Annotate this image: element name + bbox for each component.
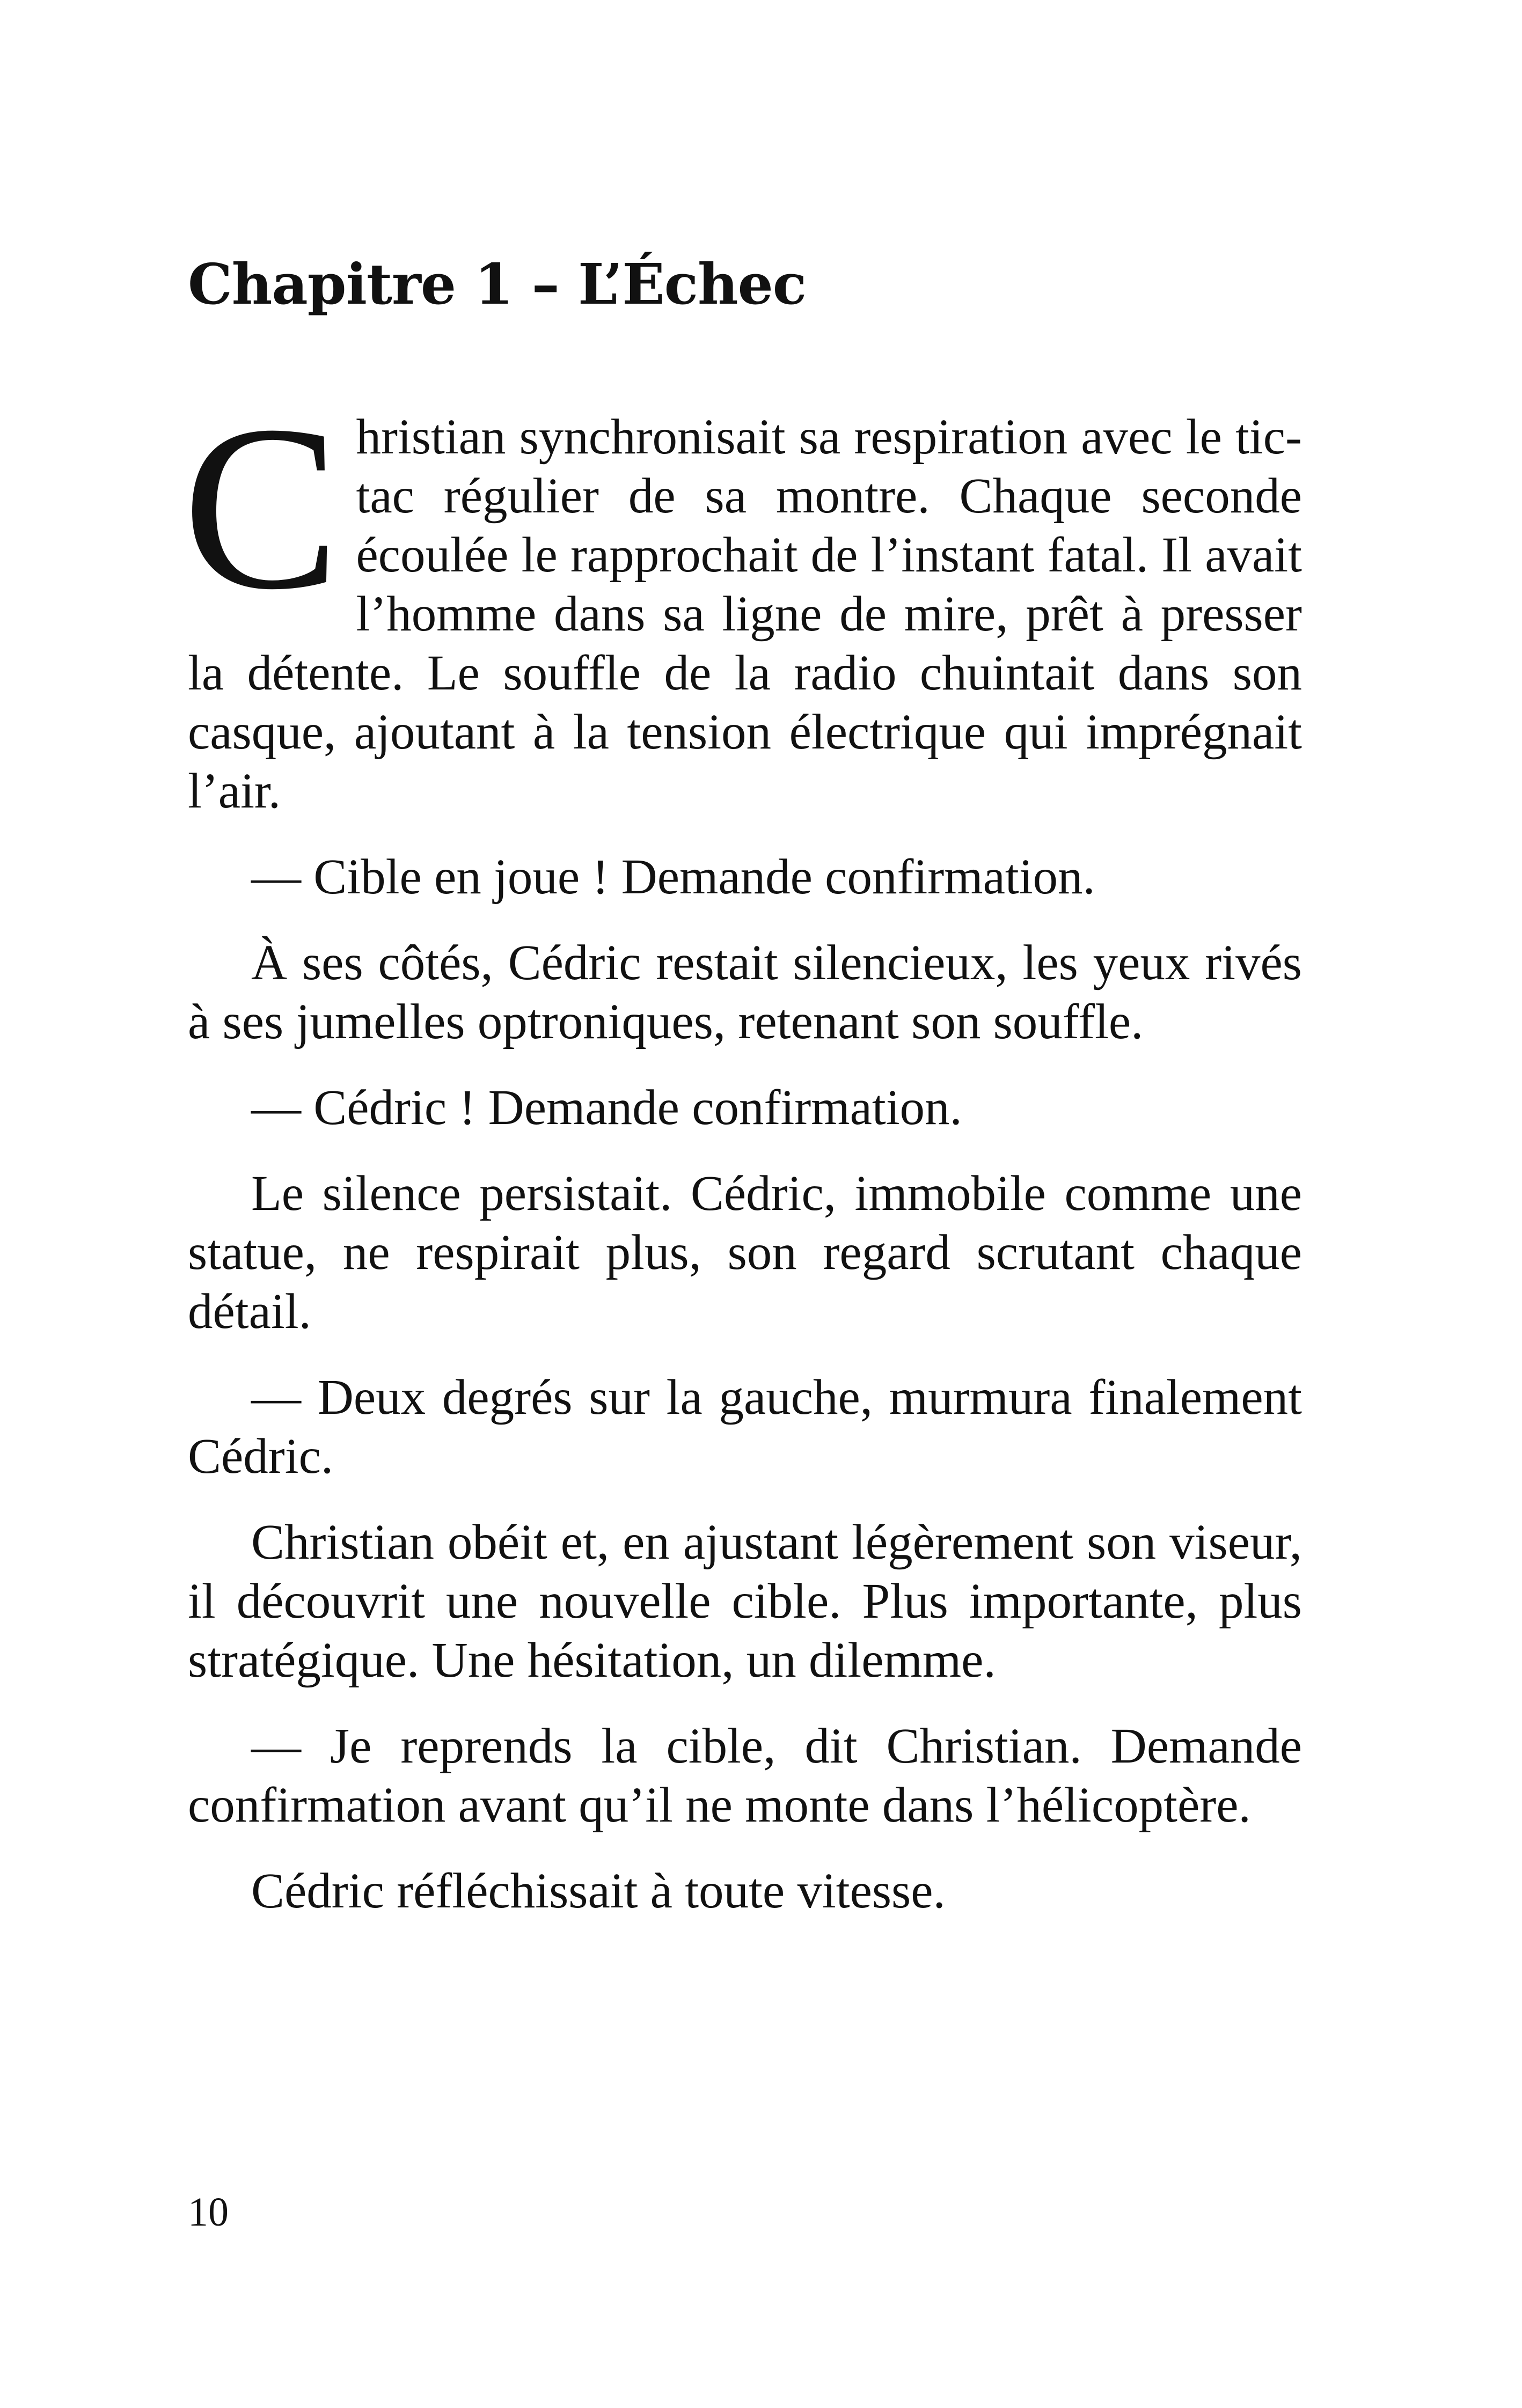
dialogue-line: — Je reprends la cible, dit Christian. Demande confirmation avant qu’il ne monte dans l’hélicoptère. [188, 1719, 1302, 1833]
paragraph [182, 377, 1302, 821]
drop-cap: C [182, 377, 340, 638]
page-number: 10 [188, 2190, 229, 2235]
dialogue-line: — Cédric ! Demande confirmation. [251, 1080, 962, 1135]
chapter-body [182, 377, 1302, 1948]
paragraph: Christian obéit et, en ajustant légèrement son viseur, il découvrit une nouvelle cible. Plus importante, plus stratégique. Une hésitation, un dilemme. [188, 1515, 1302, 1688]
paragraph: Cédric réfléchissait à toute vitesse. [251, 1863, 946, 1919]
paragraph-text: hristian synchronisait sa respiration avec le tic-tac régulier de sa montre. Chaque seconde écoulée le rapprochait de l’instant fatal. Il avait l’homme dans sa ligne de mire, prêt à presser la détente. Le souffle de la radio chuintait dans son casque, ajoutant à la tension électrique qui imprégnait l’air. [188, 409, 1302, 819]
dialogue-line: — Cible en joue ! Demande confirmation. [251, 849, 1095, 905]
paragraph: Le silence persistait. Cédric, immobile comme une statue, ne respirait plus, son regard scrutant chaque détail. [188, 1166, 1302, 1339]
chapter-title: Chapitre 1 – L’Échec [188, 251, 807, 317]
book-page [182, 0, 1302, 2408]
paragraph: À ses côtés, Cédric restait silencieux, les yeux rivés à ses jumelles optroniques, retenant son souffle. [188, 935, 1302, 1049]
dialogue-line: — Deux degrés sur la gauche, murmura finalement Cédric. [188, 1370, 1302, 1484]
